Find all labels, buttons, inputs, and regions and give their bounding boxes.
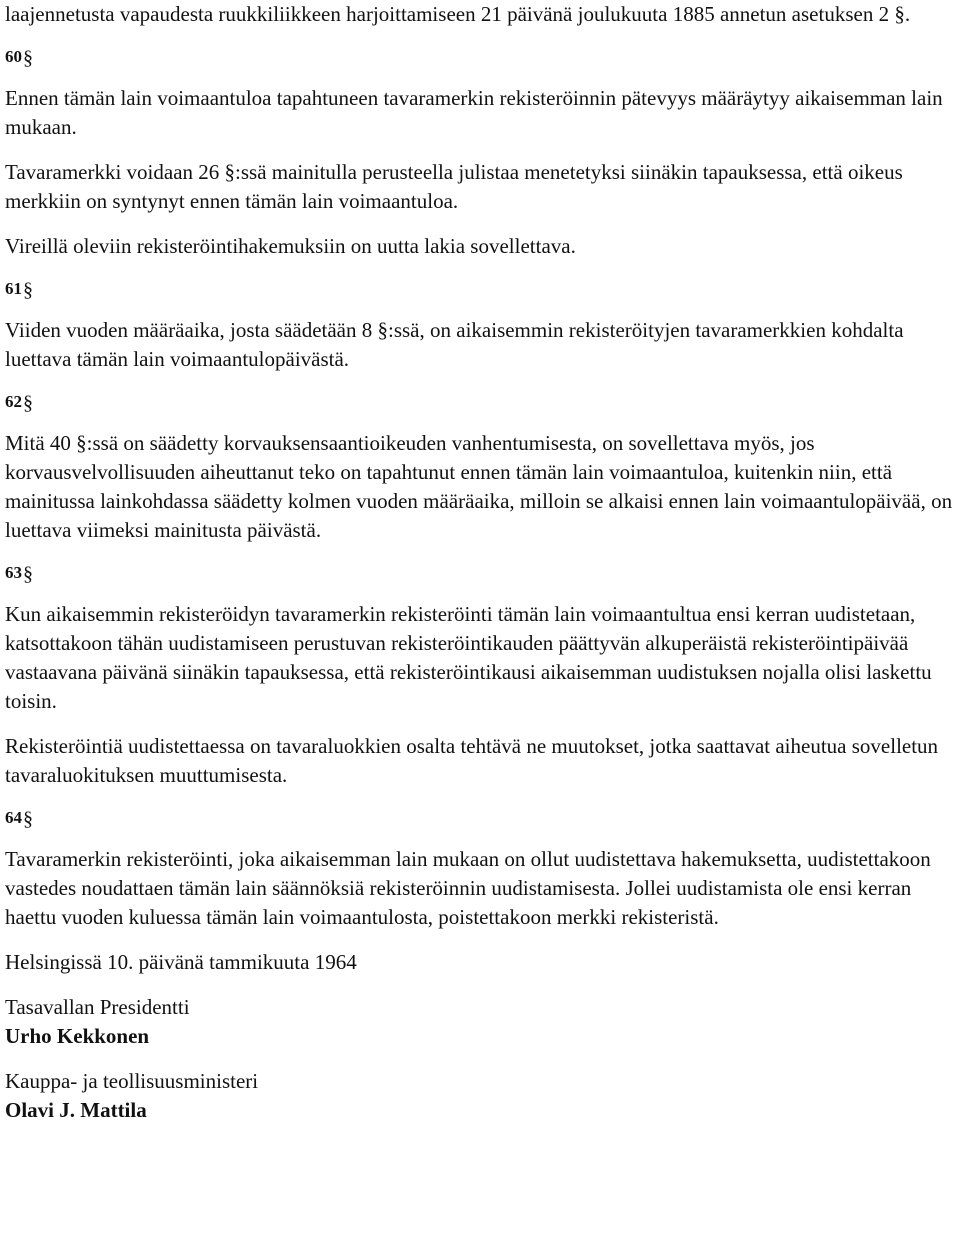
section-sign: § — [23, 392, 33, 414]
section-60 — [5, 45, 955, 261]
signatory-title: Kauppa- ja teollisuusministeri — [5, 1069, 259, 1093]
section-paragraph: Mitä 40 §:ssä on säädetty korvauksensaantioikeuden vanhentumisesta, on sovellettava myös, jos korvausvelvollisuuden aiheuttanut teko on tapahtunut ennen tämän lain voimaantuloa, kuitenkin niin, että mainitussa lainkohdassa säädetty kolmen vuoden määräaika, milloin se alkaisi ennen lain voimaantulopäivää, on luettava viimeksi mainitusta päivästä. — [5, 431, 953, 542]
section-heading — [5, 45, 955, 69]
section-heading — [5, 277, 955, 301]
section-sign: § — [23, 563, 33, 585]
signature-block — [5, 1067, 955, 1125]
section-sign: § — [23, 47, 33, 69]
signatory-name: Olavi J. Mattila — [5, 1098, 147, 1122]
signatory-name: Urho Kekkonen — [5, 1024, 150, 1048]
section-number: 62 — [5, 392, 22, 411]
section-number: 63 — [5, 563, 22, 582]
section-sign: § — [23, 279, 33, 301]
section-paragraph: Vireillä oleviin rekisteröintihakemuksiin on uutta lakia sovellettava. — [5, 234, 576, 258]
document-page — [5, 0, 955, 1125]
section-paragraph: Tavaramerkki voidaan 26 §:ssä mainitulla perusteella julistaa menetetyksi siinäkin tapauksessa, että oikeus merkkiin on syntynyt ennen tämän lain voimaantuloa. — [5, 160, 903, 213]
intro-paragraph: laajennetusta vapaudesta ruukkiliikkeen harjoittamiseen 21 päivänä joulukuuta 1885 annetun asetuksen 2 §. — [5, 2, 911, 26]
section-paragraph: Tavaramerkin rekisteröinti, joka aikaisemman lain mukaan on ollut uudistettava hakemuksetta, uudistettakoon vastedes noudattaen tämän lain säännöksiä rekisteröinnin uudistamisesta. Jollei uudistamista ole ensi kerran haettu vuoden kuluessa tämän lain voimaantulosta, poistettakoon merkki rekisteristä. — [5, 847, 931, 929]
section-paragraph: Viiden vuoden määräaika, josta säädetään 8 §:ssä, on aikaisemmin rekisteröityjen tavaramerkkien kohdalta luettava tämän lain voimaantulopäivästä. — [5, 318, 904, 371]
section-number: 61 — [5, 279, 22, 298]
section-heading — [5, 561, 955, 585]
section-paragraph: Kun aikaisemmin rekisteröidyn tavaramerkin rekisteröinti tämän lain voimaantultua ensi kerran uudistetaan, katsottakoon tähän uudistamiseen perustuvan rekisteröintikauden päättyvän alkuperäistä rekisteröintipäivää vastaavana päivänä siinäkin tapauksessa, että rekisteröintikausi aikaisemman uudistuksen nojalla olisi laskettu toisin. — [5, 602, 932, 713]
section-paragraph: Rekisteröintiä uudistettaessa on tavaraluokkien osalta tehtävä ne muutokset, jotka saattavat aiheutua sovelletun tavaraluokituksen muuttumisesta. — [5, 734, 939, 787]
signatory-title: Tasavallan Presidentti — [5, 995, 190, 1019]
section-sign: § — [23, 808, 33, 830]
section-64 — [5, 806, 955, 932]
section-heading — [5, 390, 955, 414]
place-and-date: Helsingissä 10. päivänä tammikuuta 1964 — [5, 950, 357, 974]
section-number: 64 — [5, 808, 22, 827]
section-heading — [5, 806, 955, 830]
section-paragraph: Ennen tämän lain voimaantuloa tapahtuneen tavaramerkin rekisteröinnin pätevyys määräytyy aikaisemman lain mukaan. — [5, 86, 943, 139]
section-62 — [5, 390, 955, 545]
signature-block — [5, 993, 955, 1051]
section-63 — [5, 561, 955, 790]
section-61 — [5, 277, 955, 374]
section-number: 60 — [5, 47, 22, 66]
